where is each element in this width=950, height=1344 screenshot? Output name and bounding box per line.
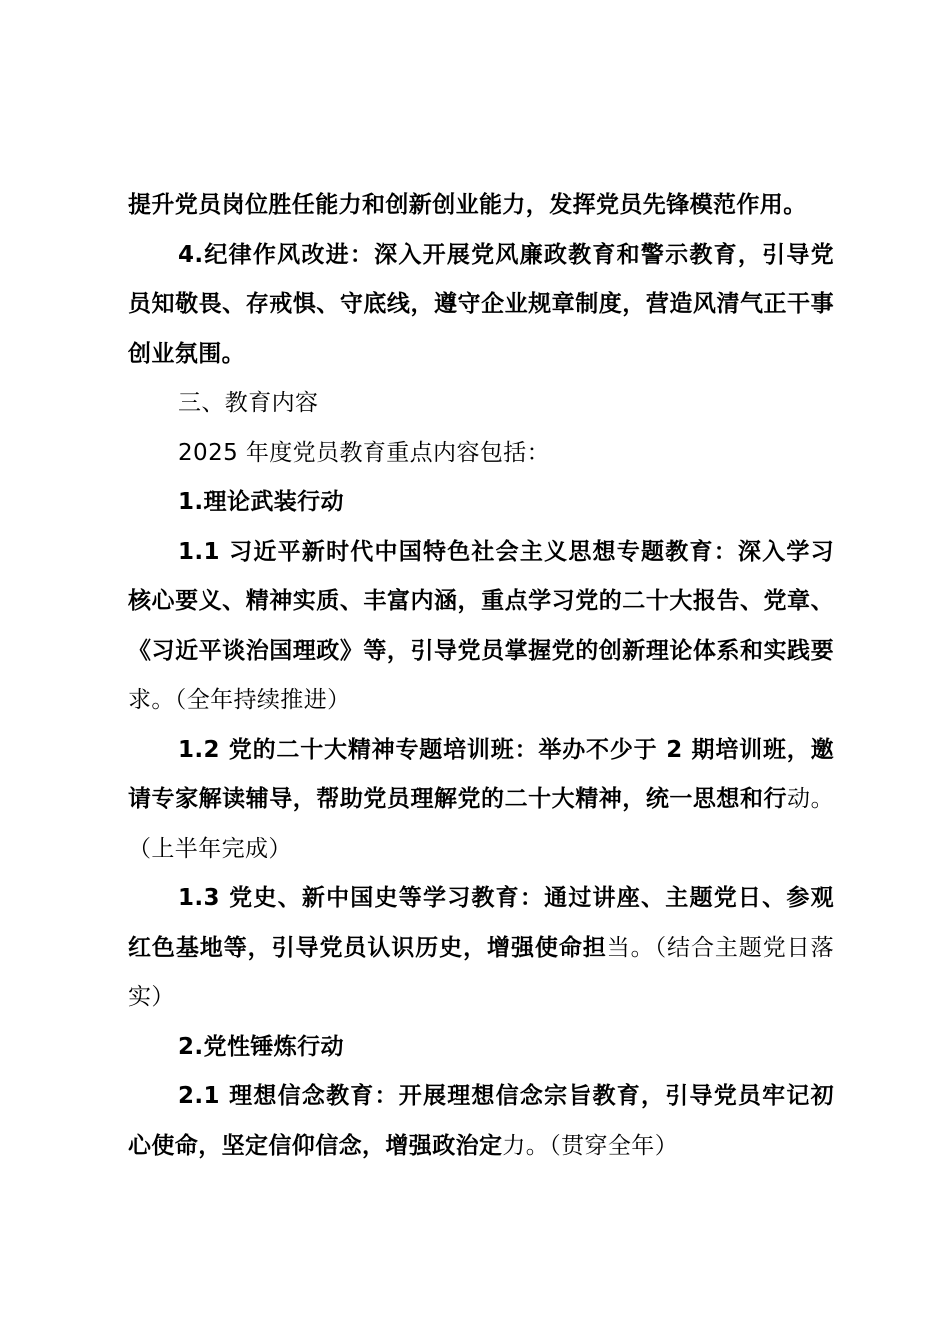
paragraph-bold-text: 2.1 理想信念教育：开展理想信念宗旨教育，引导党员牢记初心使命，坚定信仰信念，增强政治定 [128, 1083, 834, 1159]
paragraph-normal-text: 求。（全年持续推进） [128, 687, 351, 713]
document-page [128, 181, 834, 1171]
paragraph-normal-text: 力。（贯穿全年） [502, 1132, 679, 1159]
item-1-2 [128, 726, 834, 875]
paragraph-bold-text: 提升党员岗位胜任能力和创新创业能力，发挥党员先锋模范作用。 [128, 192, 807, 218]
paragraph-normal-text: 2025 年度党员教育重点内容包括： [178, 439, 551, 466]
item-2-1 [128, 1072, 834, 1171]
paragraph-bold-text: 1.2 党的二十大精神专题培训班：举办不少于 2 期培训班，邀请专家解读辅导，帮助党员理解党的二十大精神，统一思想和行 [128, 736, 834, 812]
paragraph-bold-text: 1.3 党史、新中国史等学习教育：通过讲座、主题党日、参观红色基地等，引导党员认识历史，增强使命担 [128, 885, 834, 961]
item-1-3 [128, 874, 834, 1023]
paragraph-bold-text: 1.1 习近平新时代中国特色社会主义思想专题教育：深入学习核心要义、精神实质、丰富内涵，重点学习党的二十大报告、党章、《习近平谈治国理政》等，引导党员掌握党的创新理论体系和实践要 [128, 538, 834, 664]
paragraph-bold-text: 1.理论武装行动 [178, 489, 344, 515]
paragraph-discipline-style [128, 231, 834, 380]
paragraph-normal-text: 当。（结合主题党日落实） [128, 934, 835, 1010]
section-heading-education-content [128, 379, 834, 429]
paragraph-bold-text: 2.党性锤炼行动 [178, 1033, 344, 1060]
paragraph-normal-text: 动。（上半年完成） [128, 786, 834, 862]
subheading-party-spirit-action [128, 1023, 834, 1073]
paragraph-normal-text: 三、教育内容 [178, 390, 319, 416]
paragraph-bold-text: 4.纪律作风改进：深入开展党风廉政教育和警示教育，引导党员知敬畏、存戒惧、守底线，遵守企业规章制度，营造风清气正干事创业氛围。 [128, 241, 834, 367]
paragraph-annual-intro [128, 429, 834, 479]
paragraph-continuation [128, 181, 834, 231]
item-1-1 [128, 528, 834, 726]
subheading-theory-action [128, 478, 834, 528]
